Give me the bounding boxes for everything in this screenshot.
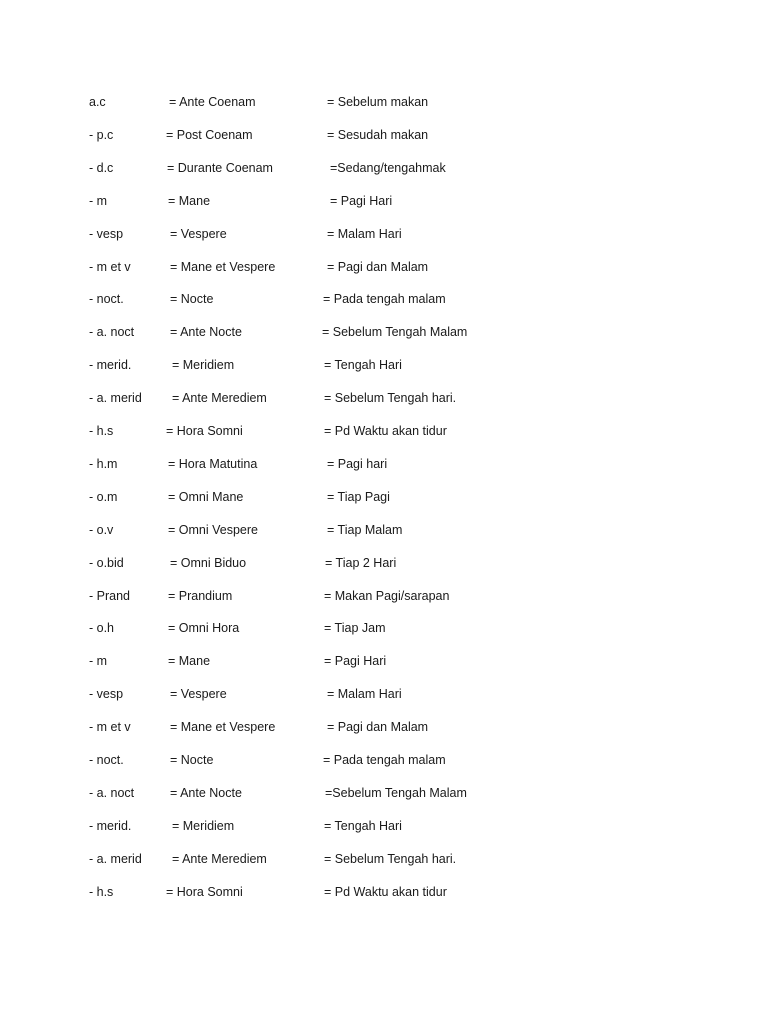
meaning-text: = Pagi Hari [324, 654, 387, 669]
abbreviation-row [0, 158, 768, 178]
latin-term-text: = Mane [168, 193, 211, 208]
abbreviation-text: - merid. [89, 818, 132, 833]
abbreviation-row [0, 289, 768, 309]
latin-term-text: = Ante Nocte [170, 325, 242, 340]
abbreviation-text: - merid. [89, 358, 132, 373]
meaning-text: = Tengah Hari [324, 358, 402, 373]
latin-term-text: = Post Coenam [166, 127, 253, 142]
abbreviation-row [0, 421, 768, 441]
meaning-text: = Tengah Hari [324, 818, 402, 833]
latin-term-text: = Nocte [170, 292, 214, 307]
abbreviation-text: - h.m [89, 456, 118, 471]
latin-term-text: = Hora Somni [166, 424, 243, 438]
abbreviation-row [0, 882, 768, 902]
meaning-text: = Tiap 2 Hari [325, 555, 397, 570]
abbreviation-row [0, 388, 768, 408]
abbreviation-row [0, 224, 768, 244]
abbreviation-row [0, 618, 768, 638]
abbreviation-text: - noct. [89, 292, 124, 307]
abbreviation-text: - h.s [89, 424, 114, 438]
abbreviation-row [0, 586, 768, 606]
abbreviation-text: - m et v [89, 720, 131, 735]
meaning-text: = Pd Waktu akan tidur [324, 424, 447, 438]
abbreviation-row [0, 717, 768, 737]
latin-term-text: = Mane et Vespere [170, 720, 276, 735]
meaning-text: = Pd Waktu akan tidur [324, 884, 447, 899]
latin-term-text: = Ante Coenam [169, 95, 256, 109]
abbreviation-text: - h.s [89, 884, 114, 899]
latin-term-text: = Meridiem [172, 358, 235, 373]
meaning-text: = Malam Hari [327, 226, 402, 241]
abbreviation-text: - vesp [89, 226, 124, 241]
meaning-text: = Sebelum Tengah Malam [322, 325, 468, 340]
abbreviation-text: - o.bid [89, 555, 124, 570]
abbreviation-text: - vesp [89, 687, 124, 702]
abbreviation-text: - o.v [89, 522, 114, 537]
latin-term-text: = Ante Nocte [170, 785, 242, 800]
latin-term-text: = Omni Mane [168, 489, 244, 504]
abbreviation-row [0, 487, 768, 507]
abbreviation-row [0, 355, 768, 375]
abbreviation-text: - a. noct [89, 785, 135, 800]
abbreviation-row [0, 783, 768, 803]
abbreviation-row [0, 257, 768, 277]
meaning-text: = Pagi dan Malam [327, 259, 429, 274]
meaning-text: = Pagi Hari [330, 193, 393, 208]
abbreviation-text: - a. noct [89, 325, 135, 340]
meaning-text: = Tiap Malam [327, 522, 403, 537]
meaning-text: = Sesudah makan [327, 127, 429, 142]
meaning-text: = Tiap Jam [324, 621, 386, 636]
abbreviation-text: - p.c [89, 127, 114, 142]
latin-term-text: = Vespere [170, 687, 227, 702]
abbreviation-row [0, 651, 768, 671]
latin-term-text: = Durante Coenam [167, 160, 273, 175]
meaning-text: =Sebelum Tengah Malam [325, 785, 467, 800]
latin-term-text: = Mane [168, 654, 211, 669]
latin-term-text: = Hora Matutina [168, 456, 258, 471]
latin-term-text: = Ante Merediem [172, 851, 267, 866]
abbreviation-row [0, 191, 768, 211]
latin-term-text: = Omni Vespere [168, 522, 258, 537]
abbreviation-text: - noct. [89, 753, 124, 767]
abbreviation-row [0, 92, 768, 112]
abbreviation-text: - a. merid [89, 391, 142, 406]
meaning-text: = Makan Pagi/sarapan [324, 588, 450, 603]
abbreviation-text: - m et v [89, 259, 131, 274]
abbreviation-text: - Prand [89, 588, 130, 603]
meaning-text: =Sedang/tengahmak [330, 160, 446, 175]
latin-term-text: = Prandium [168, 588, 233, 603]
meaning-text: = Sebelum Tengah hari. [324, 391, 457, 406]
meaning-text: = Tiap Pagi [327, 489, 390, 504]
meaning-text: = Pada tengah malam [323, 292, 446, 307]
abbreviation-row [0, 553, 768, 573]
meaning-text: = Pada tengah malam [323, 753, 446, 767]
abbreviation-text: - d.c [89, 160, 114, 175]
abbreviation-row [0, 322, 768, 342]
meaning-text: = Pagi dan Malam [327, 720, 429, 735]
latin-term-text: = Nocte [170, 753, 214, 767]
abbreviation-row [0, 454, 768, 474]
meaning-text: = Sebelum makan [327, 95, 429, 109]
abbreviation-text: - m [89, 193, 108, 208]
abbreviation-text: - o.m [89, 489, 118, 504]
abbreviation-row [0, 750, 768, 770]
latin-term-text: = Mane et Vespere [170, 259, 276, 274]
latin-term-text: = Vespere [170, 226, 227, 241]
abbreviation-row [0, 520, 768, 540]
abbreviation-row [0, 684, 768, 704]
meaning-text: = Sebelum Tengah hari. [324, 851, 457, 866]
latin-term-text: = Omni Hora [168, 621, 240, 636]
latin-term-text: = Meridiem [172, 818, 235, 833]
abbreviation-text: a.c [89, 95, 106, 109]
abbreviation-text: - o.h [89, 621, 115, 636]
abbreviation-row [0, 849, 768, 869]
abbreviation-row [0, 125, 768, 145]
meaning-text: = Malam Hari [327, 687, 402, 702]
abbreviation-text: - m [89, 654, 108, 669]
latin-term-text: = Omni Biduo [170, 555, 247, 570]
meaning-text: = Pagi hari [327, 456, 388, 471]
abbreviation-text: - a. merid [89, 851, 142, 866]
latin-term-text: = Ante Merediem [172, 391, 267, 406]
abbreviation-row [0, 816, 768, 836]
latin-term-text: = Hora Somni [166, 884, 243, 899]
